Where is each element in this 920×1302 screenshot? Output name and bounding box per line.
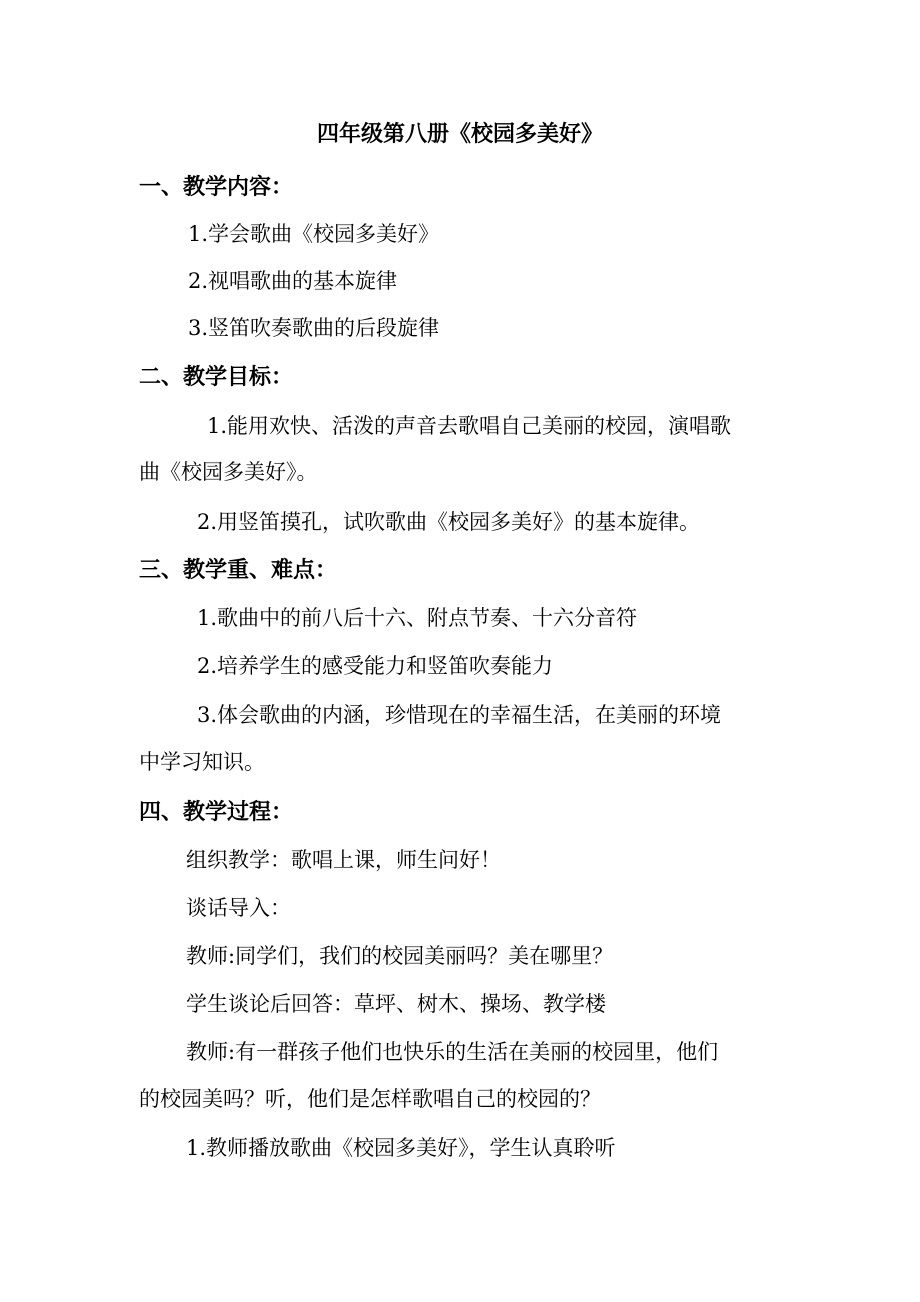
- goal-item-1-line2: 曲《校园多美好》。: [139, 460, 318, 484]
- key-point-3-line1: 3.体会歌曲的内涵，珍惜现在的幸福生活，在美丽的环境: [197, 703, 722, 727]
- key-point-3-line2: 中学习知识。: [139, 750, 265, 774]
- process-paragraph-3: 教师:同学们，我们的校园美丽吗？美在哪里？: [186, 944, 614, 968]
- key-point-2: 2.培养学生的感受能力和竖笛吹奏能力: [197, 654, 554, 678]
- process-paragraph-5-line1: 教师:有一群孩子他们也快乐的生活在美丽的校园里，他们: [186, 1040, 719, 1064]
- goal-item-2: 2.用竖笛摸孔，试吹歌曲《校园多美好》的基本旋律。: [197, 510, 701, 534]
- document-title: 四年级第八册《校园多美好》: [316, 121, 603, 147]
- section-heading-key-points: 三、教学重、难点：: [139, 557, 338, 583]
- key-point-1: 1.歌曲中的前八后十六、附点节奏、十六分音符: [197, 606, 638, 630]
- section-heading-content: 一、教学内容：: [139, 174, 294, 200]
- section-heading-goals: 二、教学目标：: [139, 364, 294, 390]
- process-paragraph-5-line2: 的校园美吗？听，他们是怎样歌唱自己的校园的？: [139, 1087, 601, 1111]
- content-item-2: 2.视唱歌曲的基本旋律: [188, 269, 398, 293]
- section-heading-process: 四、教学过程：: [139, 799, 294, 825]
- process-paragraph-6: 1.教师播放歌曲《校园多美好》，学生认真聆听: [186, 1136, 616, 1160]
- content-item-1: 1.学会歌曲《校园多美好》: [188, 222, 440, 246]
- process-paragraph-2: 谈话导入：: [186, 896, 291, 920]
- content-item-3: 3.竖笛吹奏歌曲的后段旋律: [188, 316, 440, 340]
- process-paragraph-4: 学生谈论后回答：草坪、树木、操场、教学楼: [186, 992, 606, 1016]
- goal-item-1-line1: 1.能用欢快、活泼的声音去歌唱自己美丽的校园，演唱歌: [207, 414, 732, 438]
- process-paragraph-1: 组织教学：歌唱上课，师生问好！: [186, 848, 501, 872]
